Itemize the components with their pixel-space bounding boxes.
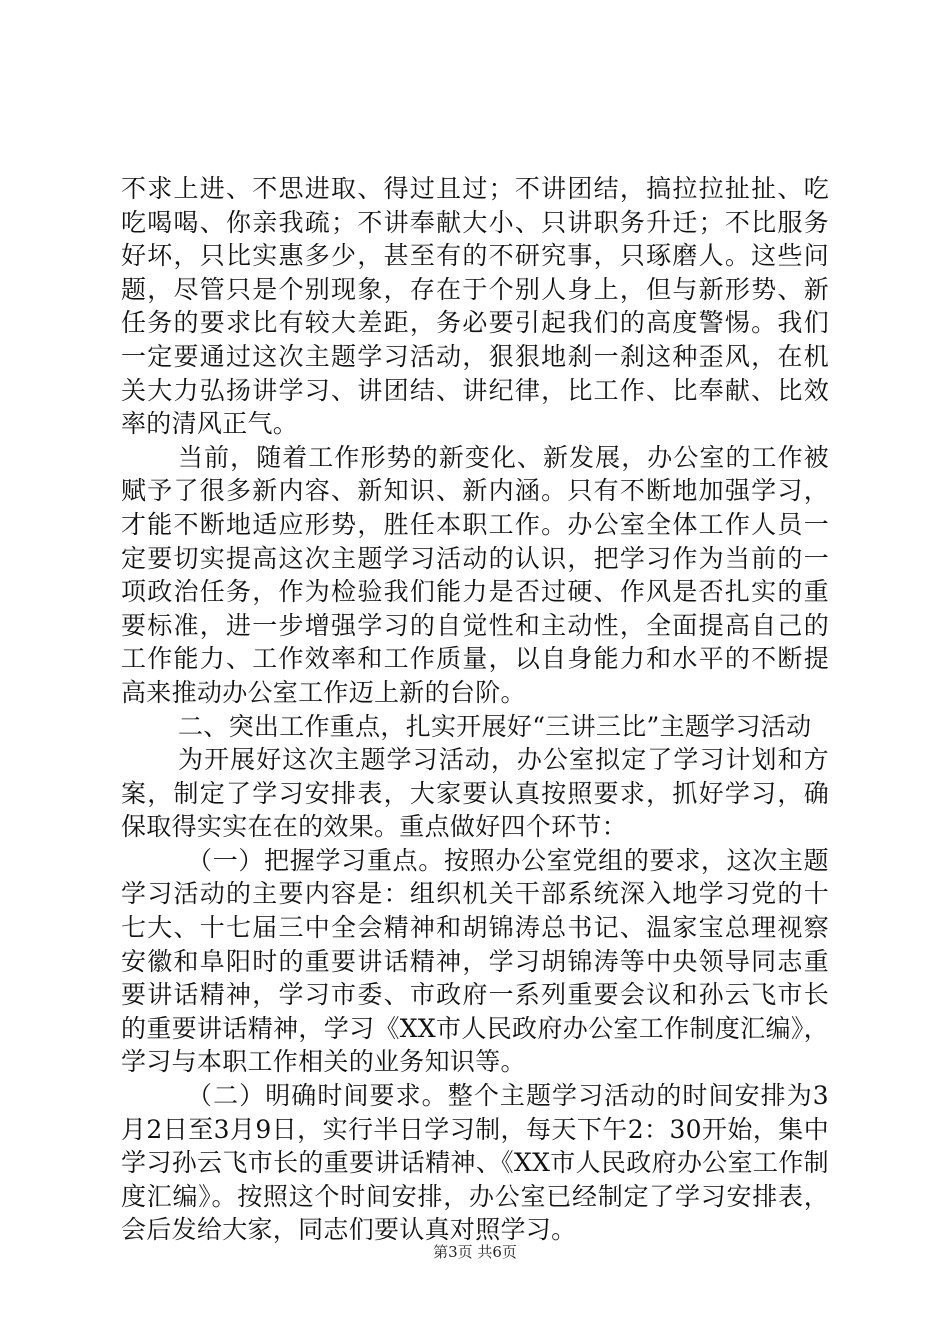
document-body xyxy=(121,172,829,1247)
paragraph-item-one: （一）把握学习重点。按照办公室党组的要求，这次主题学习活动的主要内容是：组织机关干部系统深入地学习党的十七大、十七届三中全会精神和胡锦涛总书记、温家宝总理视察安徽和阜阳时的重要讲话精神，学习胡锦涛等中央领导同志重要讲话精神，学习市委、市政府一系列重要会议和孙云飞市长的重要讲话精神，学习《XX市人民政府办公室工作制度汇编》，学习与本职工作相关的业务知识等。 xyxy=(121,845,829,1077)
paragraph-item-two: （二）明确时间要求。整个主题学习活动的时间安排为3月2日至3月9日，实行半日学习制，每天下午2：30开始，集中学习孙云飞市长的重要讲话精神、《XX市人民政府办公室工作制度汇编》。按照这个时间安排，办公室已经制定了学习安排表，会后发给大家，同志们要认真对照学习。 xyxy=(121,1081,829,1245)
paragraph-current-situation: 当前，随着工作形势的新变化、新发展，办公室的工作被赋予了很多新内容、新知识、新内涵。只有不断地加强学习，才能不断地适应形势，胜任本职工作。办公室全体工作人员一定要切实提高这次主题学习活动的认识，把学习作为当前的一项政治任务，作为检验我们能力是否过硬、作风是否扎实的重要标准，进一步增强学习的自觉性和主动性，全面提高自己的工作能力、工作效率和工作质量，以自身能力和水平的不断提高来推动办公室工作迈上新的台阶。 xyxy=(121,442,829,707)
paragraph-continued: 不求上进、不思进取、得过且过；不讲团结，搞拉拉扯扯、吃吃喝喝、你亲我疏；不讲奉献大小、只讲职务升迁；不比服务好坏，只比实惠多少，甚至有的不研究事，只琢磨人。这些问题，尽管只是个别现象，存在于个别人身上，但与新形势、新任务的要求比有较大差距，务必要引起我们的高度警惕。我们一定要通过这次主题学习活动，狠狠地刹一刹这种歪风，在机关大力弘扬讲学习、讲团结、讲纪律，比工作、比奉献、比效率的清风正气。 xyxy=(121,174,829,439)
paragraph-intro: 为开展好这次主题学习活动，办公室拟定了学习计划和方案，制定了学习安排表，大家要认真按照要求，抓好学习，确保取得实实在在的效果。重点做好四个环节： xyxy=(121,745,829,842)
page-number: 第3页 共6页 xyxy=(433,1243,517,1261)
section-heading: 二、突出工作重点，扎实开展好“三讲三比”主题学习活动 xyxy=(178,711,812,741)
